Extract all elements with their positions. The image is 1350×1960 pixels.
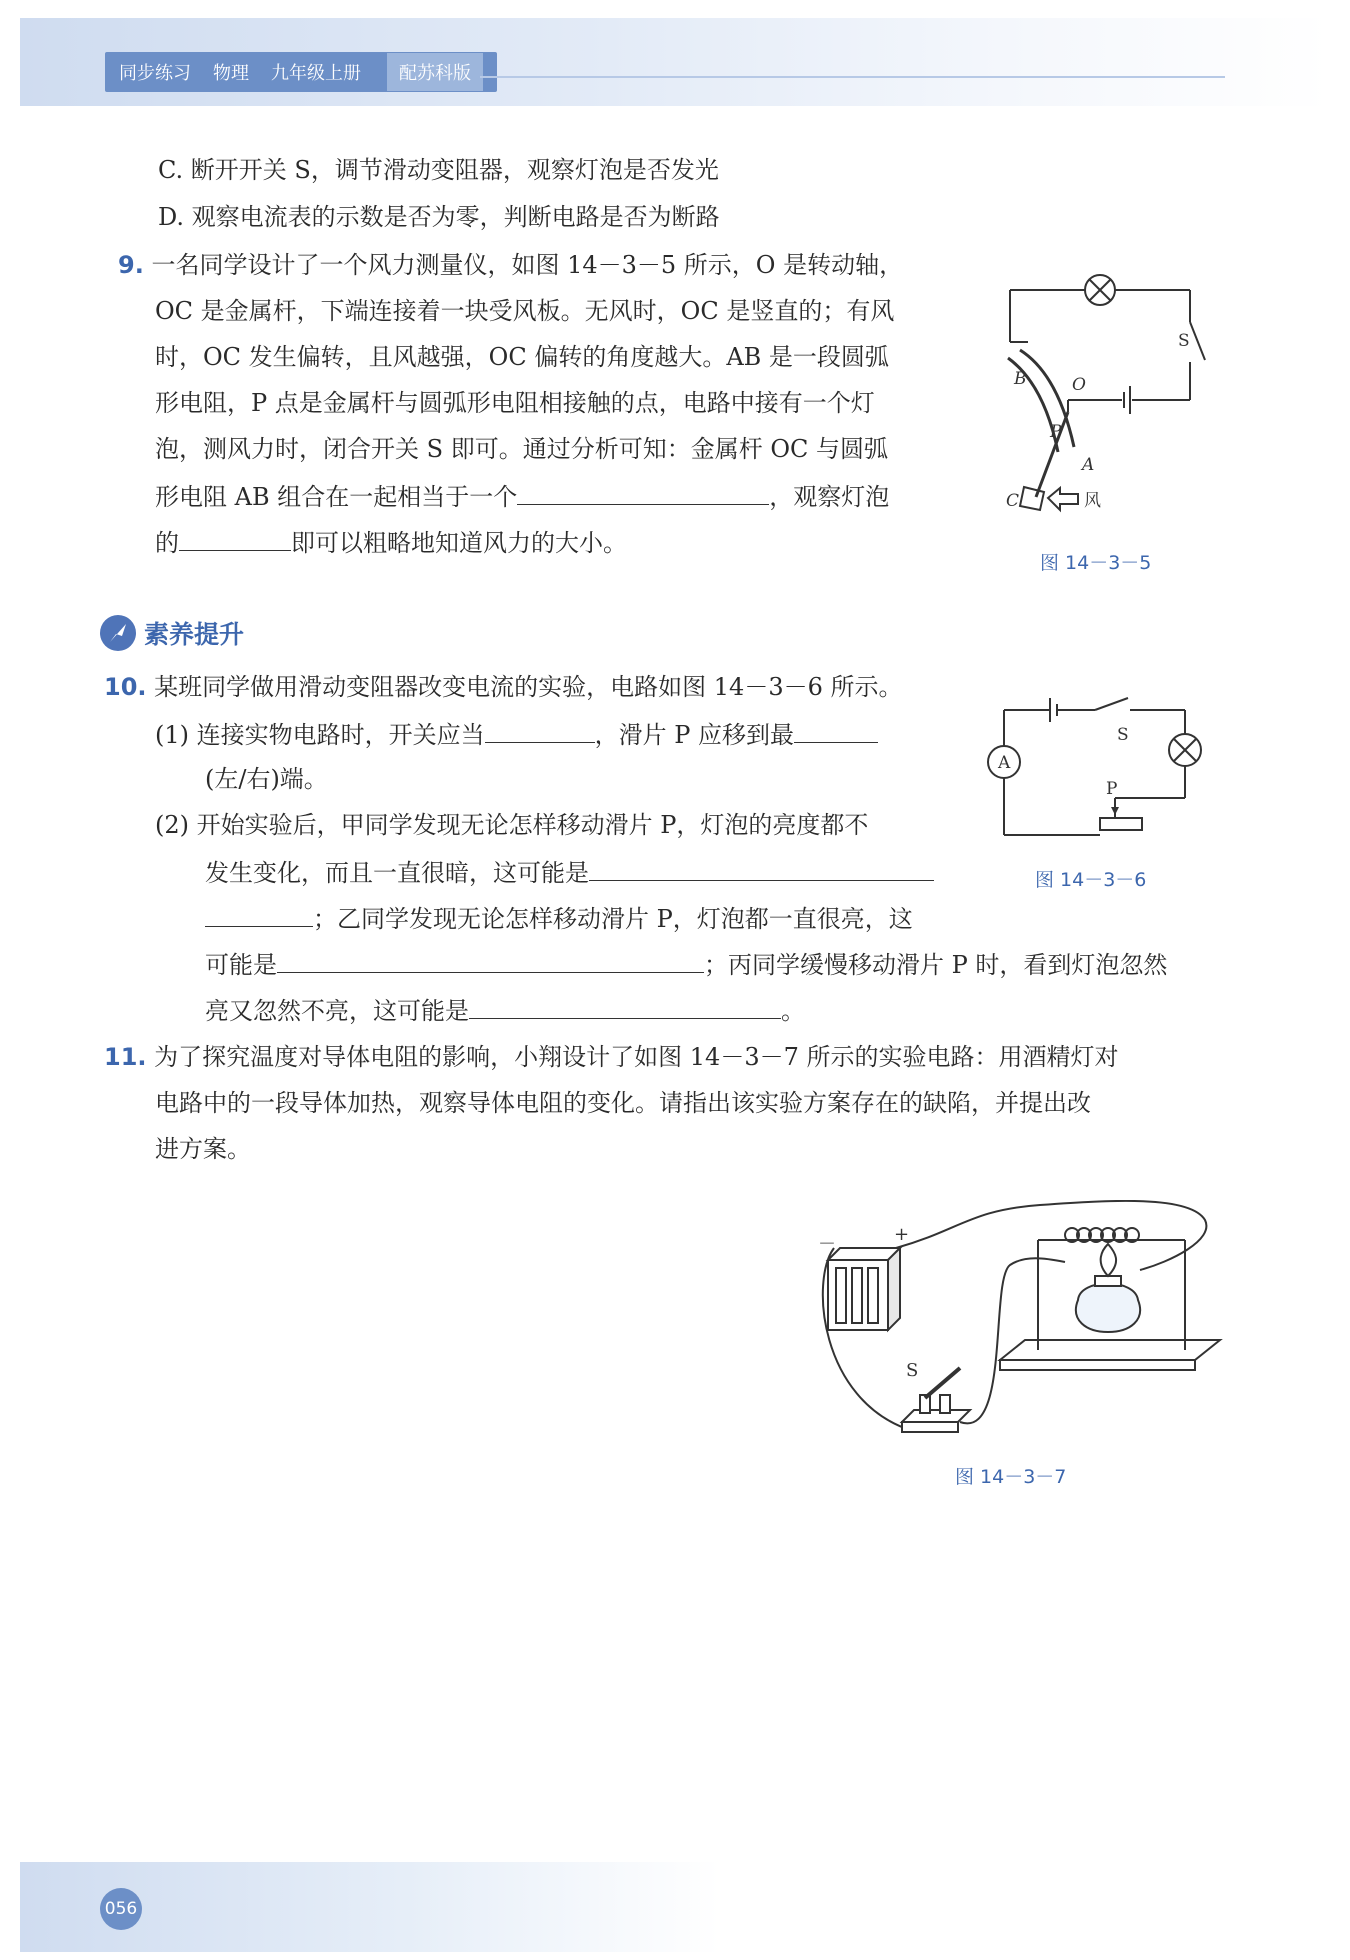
q9-line-3: 时，OC 发生偏转，且风越强，OC 偏转的角度越大。AB 是一段圆弧 (155, 343, 889, 371)
q9-number: 9. (118, 251, 144, 279)
section-title-text: 素养提升 (144, 620, 245, 649)
figure-14-3-5-caption: 图 14－3－5 (1040, 552, 1152, 574)
fig6-label-s: S (1117, 725, 1129, 745)
q9-line-2: OC 是金属杆，下端连接着一块受风板。无风时，OC 是竖直的；有风 (155, 297, 895, 325)
fig5-label-wind: 风 (1084, 491, 1101, 511)
fig7-label-plus: + (894, 1224, 910, 1245)
q10-blank-bright[interactable] (277, 948, 704, 973)
q11-line-3: 进方案。 (155, 1135, 251, 1163)
figure-14-3-7-experiment-apparatus (810, 1200, 1230, 1460)
q10-blank-end[interactable] (794, 718, 878, 743)
q10-line-7 (205, 948, 1167, 980)
q10-text-1: 某班同学做用滑动变阻器改变电流的实验，电路如图 14－3－6 所示。 (154, 673, 903, 701)
q11-number: 11. (104, 1043, 147, 1071)
q9-line-7 (155, 526, 627, 558)
fig5-label-a: A (1082, 455, 1095, 475)
q10-text-7b: ；丙同学缓慢移动滑片 P 时，看到灯泡忽然 (704, 951, 1168, 979)
q10-line-1 (104, 672, 903, 702)
q8-option-c: C. 断开开关 S，调节滑动变阻器，观察灯泡是否发光 (158, 156, 719, 184)
q8-option-d: D. 观察电流表的示数是否为零，判断电路是否为断路 (158, 203, 720, 231)
q10-line-6 (205, 902, 913, 934)
figure-14-3-5-wind-meter-diagram (1000, 262, 1210, 522)
fig5-label-c: C (1006, 491, 1020, 511)
q9-blank-1[interactable] (517, 480, 769, 505)
figure-14-3-7-caption: 图 14－3－7 (955, 1466, 1067, 1488)
q9-text-7b: 即可以粗略地知道风力的大小。 (291, 529, 627, 557)
figure-14-3-6-circuit-diagram (980, 690, 1210, 850)
q10-text-7a: 可能是 (205, 951, 277, 979)
page-number: 056 (100, 1888, 142, 1930)
figure-14-3-6-caption: 图 14－3－6 (1035, 869, 1147, 891)
q10-text-5: 发生变化，而且一直很暗，这可能是 (205, 859, 589, 887)
q9-text-6a: 形电阻 AB 组合在一起相当于一个 (155, 483, 518, 511)
fig5-label-o: O (1072, 375, 1086, 395)
q10-blank-flicker[interactable] (469, 994, 781, 1019)
q10-line-8 (205, 994, 805, 1026)
q10-blank-dim[interactable] (589, 856, 934, 881)
q11-text-1: 为了探究温度对导体电阻的影响，小翔设计了如图 14－3－7 所示的实验电路：用酒精灯对 (154, 1043, 1119, 1071)
q10-line-4: (2) 开始实验后，甲同学发现无论怎样移动滑片 P，灯泡的亮度都不 (155, 811, 869, 839)
q10-text-8b: 。 (781, 997, 805, 1025)
fig6-label-p: P (1106, 779, 1118, 799)
q9-text-6b: ，观察灯泡 (769, 483, 890, 511)
q11-line-1 (104, 1042, 1119, 1072)
q10-blank-switch[interactable] (485, 718, 595, 743)
q11-line-2: 电路中的一段导体加热，观察导体电阻的变化。请指出该实验方案存在的缺陷，并提出改 (155, 1089, 1091, 1117)
q9-text-7a: 的 (155, 529, 179, 557)
header-series: 同步练习 (119, 63, 191, 84)
q10-text-8a: 亮又忽然不亮，这可能是 (205, 997, 469, 1025)
fig7-label-minus: － (818, 1234, 836, 1255)
q10-text-6: ；乙同学发现无论怎样移动滑片 P，灯泡都一直很亮，这 (313, 905, 913, 933)
fig5-label-p: P (1050, 422, 1062, 442)
fig6-label-ammeter: A (998, 753, 1011, 773)
q10-line-2 (155, 718, 878, 750)
q10-text-2b: ，滑片 P 应移到最 (594, 721, 795, 749)
fig5-label-s: S (1178, 331, 1190, 351)
header-grade: 九年级上册 (271, 63, 361, 84)
header-subject: 物理 (213, 63, 249, 84)
q10-blank-dim-cont[interactable] (205, 902, 313, 927)
q9-line-5: 泡，测风力时，闭合开关 S 即可。通过分析可知：金属杆 OC 与圆弧 (155, 435, 888, 463)
q10-number: 10. (104, 673, 147, 701)
fig5-label-b: B (1014, 369, 1027, 389)
header-tabs (105, 52, 497, 92)
q9-text-1: 一名同学设计了一个风力测量仪，如图 14－3－5 所示，O 是转动轴， (151, 251, 904, 279)
q9-blank-2[interactable] (179, 526, 291, 551)
header-edition: 配苏科版 (387, 53, 483, 91)
rocket-arrow-icon (100, 615, 136, 651)
q10-line-3: (左/右)端。 (205, 765, 328, 793)
header-divider (480, 76, 1225, 78)
q10-text-2a: (1) 连接实物电路时，开关应当 (155, 721, 485, 749)
q9-line-1 (118, 250, 903, 280)
q9-line-6 (155, 480, 889, 512)
q9-line-4: 形电阻，P 点是金属杆与圆弧形电阻相接触的点，电路中接有一个灯 (155, 389, 875, 417)
section-title-literacy-improvement (100, 615, 244, 651)
fig7-label-s: S (906, 1360, 919, 1381)
q10-line-5 (205, 856, 934, 888)
